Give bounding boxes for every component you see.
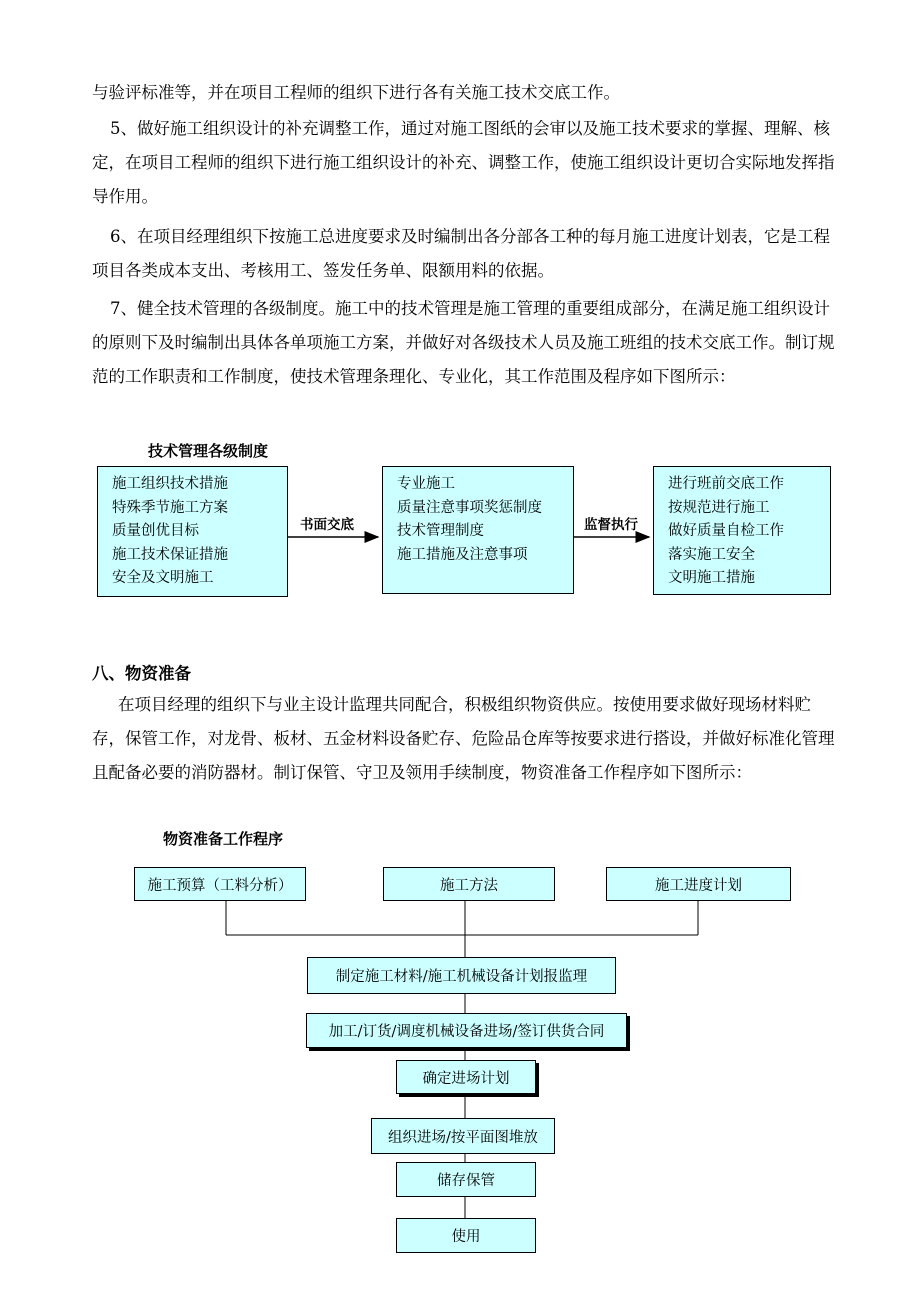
diagram2-title: 物资准备工作程序 xyxy=(163,830,284,848)
paragraph-materials: 在项目经理的组织下与业主设计监理共同配合，积极组织物资供应。按使用要求做好现场材料贮存，保管工作，对龙骨、板材、五金材料设备贮存、危险品仓库等按要求进行搭设，并做好标准化管理且配备必要的消防器材。制订保管、守卫及领用手续制度，物资准备工作程序如下图所示： xyxy=(92,695,835,782)
diagram1-box-measures xyxy=(97,466,288,597)
box-line: 落实施工安全 xyxy=(668,546,755,563)
section-heading: 八、物资准备 xyxy=(92,664,191,683)
box-line: 施工组织技术措施 xyxy=(112,476,228,492)
flow-step-plan: 制定施工材料/施工机械设备计划报监理 xyxy=(307,957,616,994)
box-line: 按规范进行施工 xyxy=(668,499,770,516)
paragraph-item-6: 6、在项目经理组织下按施工总进度要求及时编制出各分部各工种的每月施工进度计划表，它是工程项目各类成本支出、考核用工、签发任务单、限额用料的依据。 xyxy=(92,227,830,280)
arrow-label-written-briefing: 书面交底 xyxy=(300,517,354,533)
box-line: 进行班前交底工作 xyxy=(668,476,784,492)
paragraph-item-7: 7、健全技术管理的各级制度。施工中的技术管理是施工管理的重要组成部分，在满足施工组织设计的原则下及时编制出具体各单项施工方案，并做好对各级技术人员及施工班组的技术交底工作。制订规范的工作职责和工作制度，使技术管理条理化、专业化，其工作范围及程序如下图所示： xyxy=(92,299,835,386)
flow-step-stack: 组织进场/按平面图堆放 xyxy=(371,1118,555,1154)
box-line: 施工技术保证措施 xyxy=(112,546,228,563)
box-line: 质量创优目标 xyxy=(112,523,199,539)
box-line: 质量注意事项奖惩制度 xyxy=(397,499,542,516)
flow-step-entry-plan: 确定进场计划 xyxy=(396,1060,536,1094)
box-line: 施工措施及注意事项 xyxy=(397,546,528,563)
flow-step-storage: 储存保管 xyxy=(396,1162,536,1197)
flow-box-schedule: 施工进度计划 xyxy=(606,867,791,901)
flow-step-use: 使用 xyxy=(396,1218,536,1253)
diagram1-box-execution xyxy=(653,466,831,595)
flow-step-order: 加工/订货/调度机械设备进场/签订供货合同 xyxy=(306,1013,627,1048)
diagram1-title: 技术管理各级制度 xyxy=(148,442,269,460)
box-line: 文明施工措施 xyxy=(668,570,755,586)
paragraph-item-5: 5、做好施工组织设计的补充调整工作，通过对施工图纸的会审以及施工技术要求的掌握、理解、核定，在项目工程师的组织下进行施工组织设计的补充、调整工作，使施工组织设计更切合实际地发挥指导作用。 xyxy=(92,119,835,206)
box-line: 做好质量自检工作 xyxy=(668,523,784,539)
box-line: 技术管理制度 xyxy=(397,523,484,539)
box-line: 安全及文明施工 xyxy=(112,570,214,586)
flow-box-method: 施工方法 xyxy=(383,867,555,901)
box-line: 专业施工 xyxy=(397,476,455,492)
paragraph-continuation: 与验评标准等，并在项目工程师的组织下进行各有关施工技术交底工作。 xyxy=(92,83,620,102)
arrow-label-supervise: 监督执行 xyxy=(584,517,638,533)
flow-box-budget: 施工预算（工料分析） xyxy=(134,867,306,901)
box-line: 特殊季节施工方案 xyxy=(112,499,228,516)
diagram1-box-rules xyxy=(382,466,574,594)
